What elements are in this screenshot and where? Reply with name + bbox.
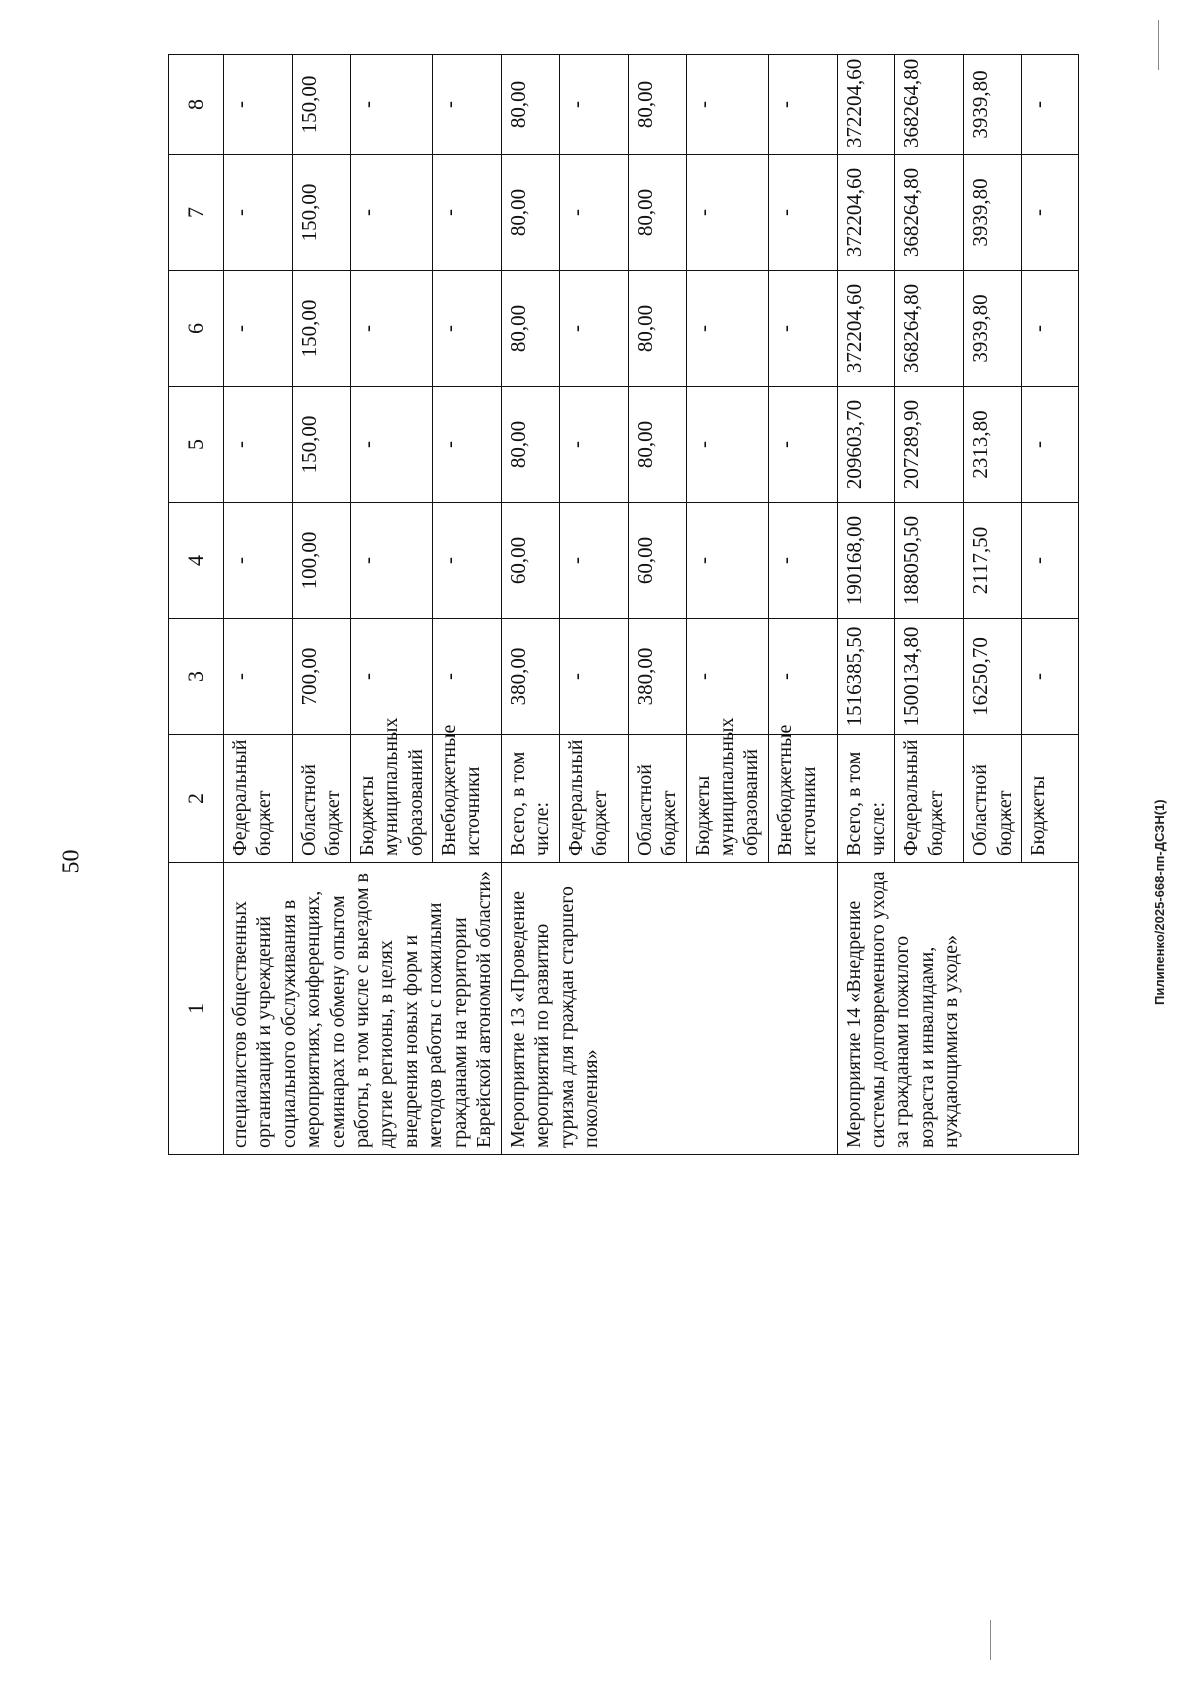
funding-source: Внебюджетные источники (768, 735, 837, 863)
value-cell: 368264,80 (895, 55, 964, 155)
value-cell: 2313,80 (964, 387, 1022, 503)
value-cell: 368264,80 (895, 155, 964, 271)
funding-source: Федеральный бюджет (224, 735, 293, 863)
value-cell: 150,00 (293, 155, 351, 271)
value-cell: - (768, 619, 837, 735)
table-header-row (169, 55, 224, 1155)
value-cell: 209603,70 (837, 387, 895, 503)
value-cell: 80,00 (501, 271, 559, 387)
value-cell: - (1022, 387, 1079, 503)
funding-source: Бюджеты муниципальных образований (350, 735, 432, 863)
value-cell: 372204,60 (837, 55, 895, 155)
table-row (837, 55, 895, 1155)
value-cell: - (686, 55, 768, 155)
activity-description: специалистов общественных организаций и учреждений социального обслуживания в мероприятиях, конференциях, семинарах по обмену опытом работы, в том числе с выездом в другие регионы, в целях внедрения новых форм и методов работы с пожилыми гражданами на территории Еврейской автономной области» (224, 863, 502, 1155)
column-header: 3 (169, 619, 224, 735)
value-cell: - (350, 387, 432, 503)
funding-source: Федеральный бюджет (895, 735, 964, 863)
value-cell: 150,00 (293, 55, 351, 155)
column-header: 7 (169, 155, 224, 271)
value-cell: 60,00 (628, 503, 686, 619)
value-cell: - (686, 155, 768, 271)
value-cell: 1516385,50 (837, 619, 895, 735)
value-cell: - (768, 155, 837, 271)
column-header: 5 (169, 387, 224, 503)
value-cell: - (559, 387, 628, 503)
value-cell: 2117,50 (964, 503, 1022, 619)
value-cell: - (432, 271, 501, 387)
value-cell: - (432, 55, 501, 155)
document-footer-code: Пилипенко/2025-668-пп-ДСЗН(1) (1152, 799, 1167, 1005)
funding-source: Бюджеты (1022, 735, 1079, 863)
value-cell: - (432, 619, 501, 735)
value-cell: - (686, 503, 768, 619)
value-cell: - (224, 271, 293, 387)
value-cell: 380,00 (628, 619, 686, 735)
value-cell: 80,00 (628, 271, 686, 387)
value-cell: 80,00 (501, 55, 559, 155)
value-cell: - (686, 619, 768, 735)
value-cell: 16250,70 (964, 619, 1022, 735)
funding-source: Областной бюджет (628, 735, 686, 863)
value-cell: 207289,90 (895, 387, 964, 503)
value-cell: - (768, 503, 837, 619)
value-cell: - (224, 387, 293, 503)
value-cell: 60,00 (501, 503, 559, 619)
value-cell: 80,00 (628, 155, 686, 271)
value-cell: - (432, 503, 501, 619)
value-cell: 100,00 (293, 503, 351, 619)
scan-artifact-mark (990, 1620, 991, 1660)
value-cell: 80,00 (628, 55, 686, 155)
value-cell: - (432, 387, 501, 503)
value-cell: - (350, 503, 432, 619)
value-cell: - (224, 155, 293, 271)
value-cell: - (350, 55, 432, 155)
column-header: 1 (169, 863, 224, 1155)
budget-table (168, 54, 1079, 1155)
funding-source: Всего, в том числе: (837, 735, 895, 863)
value-cell: - (559, 55, 628, 155)
column-header: 4 (169, 503, 224, 619)
value-cell: 3939,80 (964, 155, 1022, 271)
column-header: 2 (169, 735, 224, 863)
value-cell: - (559, 155, 628, 271)
column-header: 8 (169, 55, 224, 155)
activity-description: Мероприятие 13 «Проведение мероприятий по развитию туризма для граждан старшего поколения» (501, 863, 837, 1155)
funding-source: Федеральный бюджет (559, 735, 628, 863)
value-cell: - (768, 387, 837, 503)
funding-source: Внебюджетные источники (432, 735, 501, 863)
value-cell: 80,00 (501, 155, 559, 271)
value-cell: - (224, 619, 293, 735)
value-cell: - (559, 619, 628, 735)
value-cell: 190168,00 (837, 503, 895, 619)
value-cell: - (350, 619, 432, 735)
column-header: 6 (169, 271, 224, 387)
funding-source: Бюджеты муниципальных образований (686, 735, 768, 863)
value-cell: 3939,80 (964, 271, 1022, 387)
value-cell: 80,00 (628, 387, 686, 503)
scan-artifact-mark (1158, 20, 1159, 70)
value-cell: 1500134,80 (895, 619, 964, 735)
value-cell: - (686, 271, 768, 387)
value-cell: - (350, 155, 432, 271)
value-cell: - (1022, 503, 1079, 619)
value-cell: - (224, 55, 293, 155)
value-cell: 368264,80 (895, 271, 964, 387)
activity-description: Мероприятие 14 «Внедрение системы долговременного ухода за гражданами пожилого возраста и инвалидами, нуждающимися в уходе» (837, 863, 1079, 1155)
value-cell: - (768, 55, 837, 155)
value-cell: - (1022, 155, 1079, 271)
funding-source: Всего, в том числе: (501, 735, 559, 863)
value-cell: - (686, 387, 768, 503)
value-cell: - (432, 155, 501, 271)
value-cell: - (768, 271, 837, 387)
funding-source: Областной бюджет (293, 735, 351, 863)
value-cell: - (1022, 55, 1079, 155)
value-cell: - (224, 503, 293, 619)
value-cell: - (1022, 271, 1079, 387)
value-cell: 380,00 (501, 619, 559, 735)
value-cell: 150,00 (293, 387, 351, 503)
value-cell: 80,00 (501, 387, 559, 503)
value-cell: 150,00 (293, 271, 351, 387)
table-row (501, 55, 559, 1155)
value-cell: - (559, 271, 628, 387)
value-cell: 188050,50 (895, 503, 964, 619)
budget-table-container (168, 58, 1051, 1155)
value-cell: - (1022, 619, 1079, 735)
value-cell: 700,00 (293, 619, 351, 735)
value-cell: - (559, 503, 628, 619)
table-row (224, 55, 293, 1155)
page-number: 50 (58, 849, 85, 874)
value-cell: 372204,60 (837, 155, 895, 271)
value-cell: 372204,60 (837, 271, 895, 387)
value-cell: - (350, 271, 432, 387)
value-cell: 3939,80 (964, 55, 1022, 155)
funding-source: Областной бюджет (964, 735, 1022, 863)
